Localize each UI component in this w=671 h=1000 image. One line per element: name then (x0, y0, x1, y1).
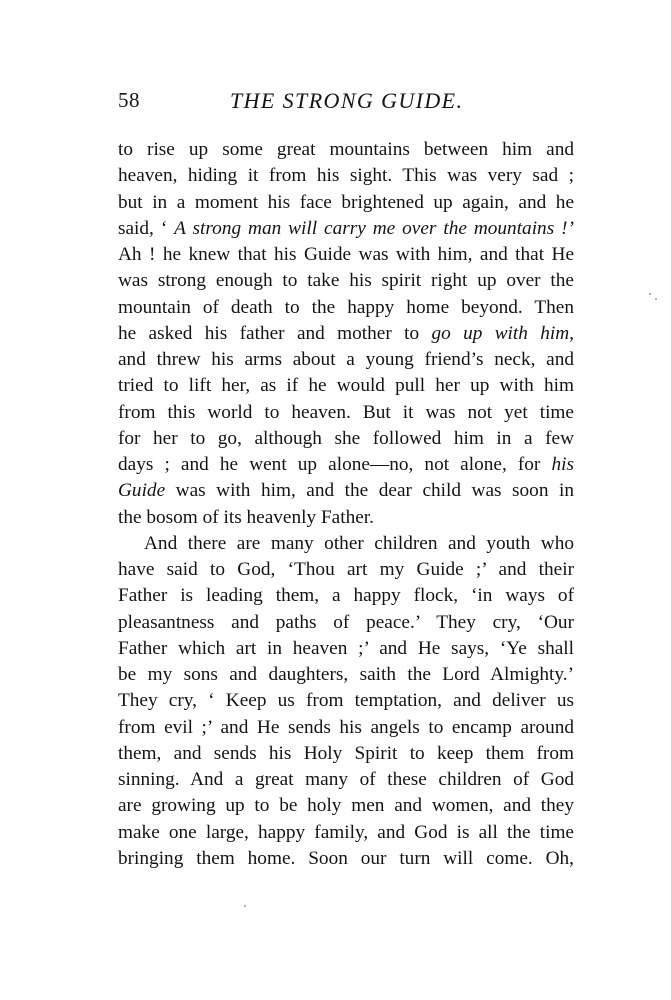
paragraph (118, 137, 574, 531)
text-line (118, 531, 574, 557)
text-line (118, 583, 574, 609)
italic-text: A strong man will carry me over the mountains !’ (174, 217, 574, 239)
text-run: are growing up to be holy men and women, and they (118, 795, 574, 817)
text-run: was with him, and the dear child was soon in (165, 480, 574, 502)
text-line (118, 347, 574, 373)
text-line (118, 662, 574, 688)
text-run: days ; and he went up alone—no, not alone, for (118, 454, 552, 475)
text-line (118, 688, 574, 714)
text-run: Father is leading them, a happy flock, ‘in ways of (118, 585, 574, 607)
text-line (118, 163, 574, 189)
text-run: pleasantness and paths of peace.’ They cry, ‘Our (118, 611, 574, 633)
text-run: Father which art in heaven ;’ and He says, ‘Ye shall (118, 637, 574, 659)
running-title: THE STRONG GUIDE. (230, 88, 464, 113)
text-line (118, 268, 574, 294)
text-run: them, and sends his Holy Spirit to keep them from (118, 742, 574, 764)
text-run: but in a moment his face brightened up again, and he (118, 191, 574, 213)
body-text (118, 137, 574, 872)
text-run: Ah ! he knew that his Guide was with him, and that He (118, 244, 574, 265)
page-number: 58 (118, 88, 140, 112)
text-run: was strong enough to take his spirit right up over the (118, 270, 574, 292)
text-run: and threw his arms about a young friend’s neck, and (118, 349, 574, 370)
text-line (118, 715, 574, 741)
text-run: bringing them home. Soon our turn will come. Oh, (118, 847, 574, 869)
text-line (118, 820, 574, 846)
text-run: from evil ;’ and He sends his angels to encamp around (118, 716, 574, 738)
text-line (118, 426, 574, 452)
text-run: tried to lift her, as if he would pull her up with him (118, 375, 574, 397)
text-line (118, 321, 574, 347)
scan-speck (649, 293, 651, 295)
text-line (118, 400, 574, 426)
scan-speck (244, 905, 246, 907)
text-line (118, 452, 574, 478)
text-line (118, 636, 574, 662)
scan-speck (655, 298, 657, 300)
text-run: he asked his father and mother to (118, 322, 432, 344)
italic-text: Guide (118, 480, 166, 502)
text-line (118, 557, 574, 583)
text-line (118, 216, 574, 242)
text-line (118, 373, 574, 399)
text-line (118, 242, 574, 268)
text-run: heaven, hiding it from his sight. This was very sad ; (118, 165, 574, 187)
text-run: be my sons and daughters, saith the Lord Almighty.’ (118, 664, 574, 685)
text-run: the bosom of its heavenly Father. (118, 506, 374, 528)
text-line (118, 741, 574, 767)
italic-text: his (551, 454, 574, 475)
text-line (118, 505, 574, 531)
text-line (118, 478, 574, 504)
text-run: to rise up some great mountains between him and (118, 139, 574, 160)
text-line (118, 295, 574, 321)
text-line (118, 610, 574, 636)
text-run: for her to go, although she followed him in a few (118, 427, 574, 449)
text-run: sinning. And a great many of these children of God (118, 769, 574, 790)
text-run: make one large, happy family, and God is all the time (118, 821, 574, 843)
text-line (118, 190, 574, 216)
text-run: And there are many other children and youth who (144, 532, 574, 554)
text-run: from this world to heaven. But it was not yet time (118, 401, 574, 423)
page-header (118, 88, 578, 122)
paragraph (118, 531, 574, 872)
text-run: said, ‘ (118, 217, 175, 239)
text-line (118, 767, 574, 793)
italic-text: go up with him, (431, 322, 574, 344)
text-line (118, 793, 574, 819)
text-run: They cry, ‘ Keep us from temptation, and deliver us (118, 690, 574, 712)
text-run: mountain of death to the happy home beyond. Then (118, 296, 574, 318)
text-line (118, 846, 574, 872)
text-run: have said to God, ‘Thou art my Guide ;’ and their (118, 559, 574, 580)
text-line (118, 137, 574, 163)
